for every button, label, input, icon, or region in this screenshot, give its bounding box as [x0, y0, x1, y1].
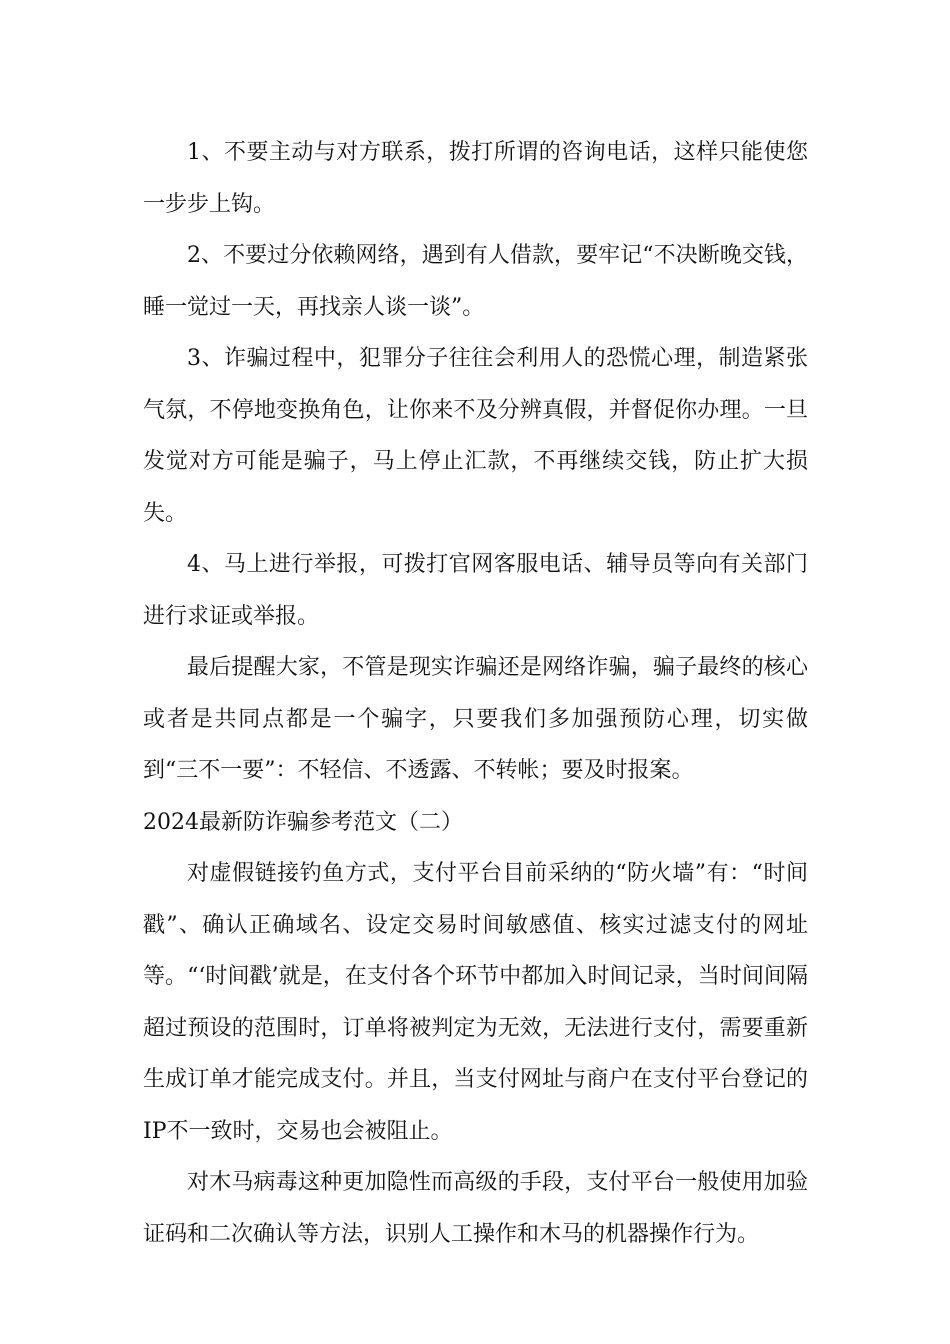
paragraph-reminder: 最后提醒大家，不管是现实诈骗还是网络诈骗，骗子最终的核心或者是共同点都是一个骗字，只要我们多加强预防心理，切实做到“三不一要”：不轻信、不透露、不转帐；要及时报案。	[143, 655, 808, 783]
paragraph-trojan: 对木马病毒这种更加隐性而高级的手段，支付平台一般使用加验证码和二次确认等方法，识别人工操作和木马的机器操作行为。	[143, 1170, 808, 1247]
paragraph-tip-1: 1、不要主动与对方联系，拨打所谓的咨询电话，这样只能使您一步步上钩。	[143, 140, 808, 217]
section-heading: 2024最新防诈骗参考范文（二）	[143, 809, 463, 835]
paragraph-tip-2: 2、不要过分依赖网络，遇到有人借款，要牢记“不决断晚交钱，睡一觉过一天，再找亲人谈一谈”。	[143, 243, 808, 320]
paragraph-tip-4: 4、马上进行举报，可拨打官网客服电话、辅导员等向有关部门进行求证或举报。	[143, 552, 808, 629]
document-body	[143, 127, 808, 1260]
paragraph-tip-3: 3、诈骗过程中，犯罪分子往往会利用人的恐慌心理，制造紧张气氛，不停地变换角色，让你来不及分辨真假，并督促你办理。一旦发觉对方可能是骗子，马上停止汇款，不再继续交钱，防止扩大损失。	[143, 346, 808, 526]
paragraph-phishing: 对虚假链接钓鱼方式，支付平台目前采纳的“防火墙”有：“时间戳”、确认正确域名、设定交易时间敏感值、核实过滤支付的网址等。“‘时间戳’就是，在支付各个环节中都加入时间记录，当时间间隔超过预设的范围时，订单将被判定为无效，无法进行支付，需要重新生成订单才能完成支付。并且，当支付网址与商户在支付平台登记的IP不一致时，交易也会被阻止。	[143, 861, 808, 1144]
